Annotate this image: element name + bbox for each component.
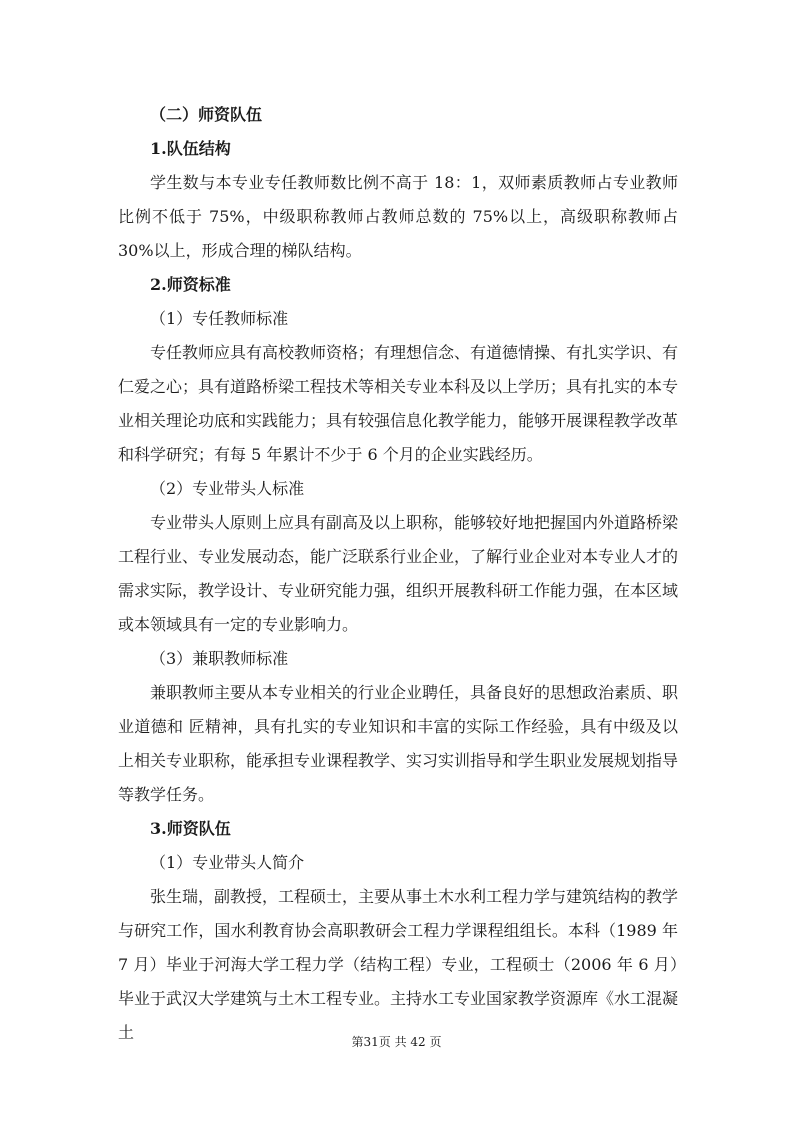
fulltime-teacher-standard-title: （1）专任教师标准 <box>150 309 289 328</box>
teacher-standards-heading: 2.师资标准 <box>150 275 231 294</box>
page-content <box>118 98 678 1050</box>
fulltime-teacher-standard-paragraph: 专任教师应具有高校教师资格；有理想信念、有道德情操、有扎实学识、有仁爱之心；具有道路桥梁工程技术等相关专业本科及以上学历；具有扎实的本专业相关理论功底和实践能力；具有较强信息化教学能力，能够开展课程教学改革和科学研究；有每 5 年累计不少于 6 个月的企业实践经历。 <box>118 343 679 464</box>
program-leader-standard-title: （2）专业带头人标准 <box>150 479 305 498</box>
parttime-teacher-standard-title: （3）兼职教师标准 <box>150 649 289 668</box>
program-leader-standard-paragraph: 专业带头人原则上应具有副高及以上职称，能够较好地把握国内外道路桥梁工程行业、专业发展动态，能广泛联系行业企业，了解行业企业对本专业人才的需求实际，教学设计、专业研究能力强，组织开展教科研工作能力强，在本区域或本领域具有一定的专业影响力。 <box>118 513 679 634</box>
program-leader-intro-paragraph: 张生瑞，副教授，工程硕士，主要从事土木水利工程力学与建筑结构的教学与研究工作，国水利教育协会高职教研会工程力学课程组组长。本科（1989 年 7 月）毕业于河海大学工程力学（结构工程）专业，工程硕士（2006 年 6 月）毕业于武汉大学建筑与土木工程专业。主持水工专业国家教学资源库《水工混凝土 <box>118 887 679 1042</box>
page-footer: 第31页 共 42 页 <box>351 1035 442 1049</box>
parttime-teacher-standard-paragraph: 兼职教师主要从本专业相关的行业企业聘任，具备良好的思想政治素质、职业道德和 匠精神，具有扎实的专业知识和丰富的实际工作经验，具有中级及以上相关专业职称，能承担专业课程教学、实习实训指导和学生职业发展规划指导等教学任务。 <box>118 683 679 804</box>
teaching-team-heading: 3.师资队伍 <box>150 819 231 838</box>
team-structure-heading: 1.队伍结构 <box>150 139 231 158</box>
program-leader-intro-title: （1）专业带头人简介 <box>150 853 305 872</box>
team-structure-paragraph: 学生数与本专业专任教师数比例不高于 18：1，双师素质教师占专业教师比例不低于 75%，中级职称教师占教师总数的 75%以上，高级职称教师占 30%以上，形成合理的梯队结构。 <box>118 173 678 260</box>
section-title: （二）师资队伍 <box>150 105 263 124</box>
